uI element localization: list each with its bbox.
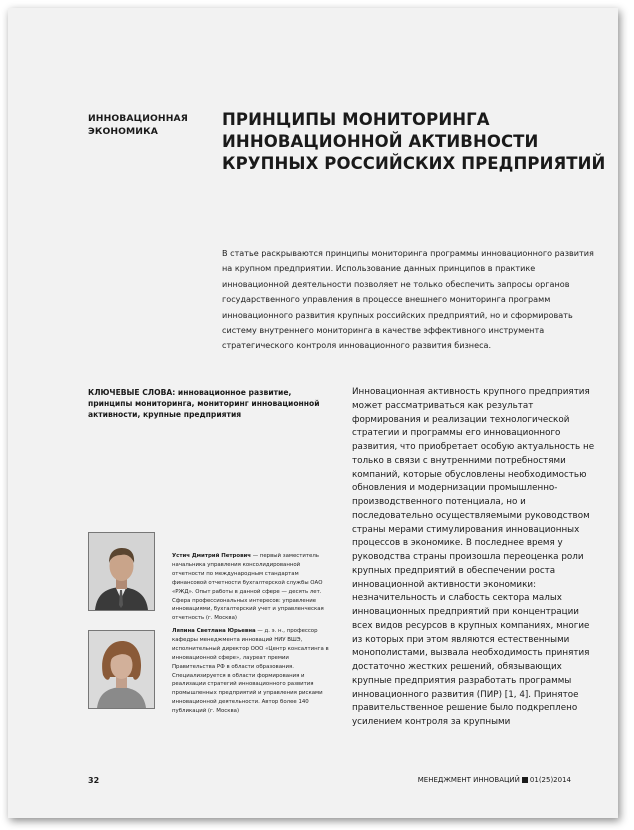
main-text: Инновационная активность крупного предприятия может рассматриваться как результат формирования и реализации технологической стратегии и программы его инновационного развития, что приобретает особую актуальность не только в связи с внутренними потребностями компаний, которые обусловлены необходимостью обновления и модернизации промышленно-производственного потенциала, но и последовательно осуществляемыми руководством страны мерами стимулирования инновационных процессов в экономике. В последнее время у руководства страны произошла переоценка роли крупных предприятий в обеспечении роста инновационной активности экономики: незначительность и слабость сектора малых инновационных предприятий при концентрации всех видов ресурсов в крупных компаниях, многие из которых при этом являются естественными монополистами, вызвала необходимость принятия достаточно жестких решений, обязывающих крупные предприятия разработать программы инновационного развития (ПИР) [1, 4]. Принятое правительственное решение было подкреплено усилением контроля за крупными — [352, 387, 595, 727]
page-number: 32 — [88, 776, 100, 785]
abstract: В статье раскрываются принципы мониторинга программы инновационного развития на крупном предприятии. Использование данных принципов в практике инновационной деятельности позволяет не только обеспечить запросы органов государственного управления в процессе внешнего мониторинга программ инновационного развития крупных российских предприятий, но и сформировать систему внутреннего мониторинга в качестве эффективного инструмента стратегического контроля инновационного развития бизнеса. — [222, 248, 594, 351]
author-photo-lyapina — [88, 630, 155, 709]
author-description: — д. э. н., профессор кафедры менеджмента инноваций НИУ ВШЭ, исполнительный директор ООО «Центр консалтинга в инновационной сфере», лауреат премии Правительства РФ в области образования. Специализируется в области формирования и реализации стратегий инновационного развития промышленных предприятий и управления рисками инновационной деятельности. Автор более 140 публикаций (г. Москва) — [172, 628, 329, 715]
author-photo-ustich — [88, 532, 155, 611]
author-name: Устич Дмитрий Петрович — [172, 553, 251, 559]
journal-page — [8, 8, 618, 818]
author-bio-lyapina — [172, 627, 332, 716]
author-bio-ustich — [172, 552, 332, 623]
keywords: КЛЮЧЕВЫЕ СЛОВА: инновационное развитие, принципы мониторинга, мониторинг инновационной активности, крупные предприятия — [88, 388, 320, 419]
author-description: — первый заместитель начальника управления консолидированной отчетности по международным стандартам финансовой отчетности бухгалтерской службы ОАО «РЖД». Опыт работы в данной сфере — десять лет. Сфера профессиональных интересов: управление инновациями, бухгалтерский учет и управленческая отчетность (г. Москва) — [172, 553, 324, 622]
footer-journal — [418, 776, 571, 784]
section-label: ИННОВАЦИОННАЯ ЭКОНОМИКА — [88, 113, 188, 137]
journal-issue: 01(25)2014 — [529, 776, 571, 784]
article-title: ПРИНЦИПЫ МОНИТОРИНГА ИННОВАЦИОННОЙ АКТИВНОСТИ КРУПНЫХ РОССИЙСКИХ ПРЕДПРИЯТИЙ — [222, 110, 606, 173]
author-name: Ляпина Светлана Юрьевна — [172, 628, 256, 634]
journal-name: МЕНЕДЖМЕНТ ИННОВАЦИЙ — [417, 776, 520, 784]
square-bullet-icon — [522, 777, 528, 783]
